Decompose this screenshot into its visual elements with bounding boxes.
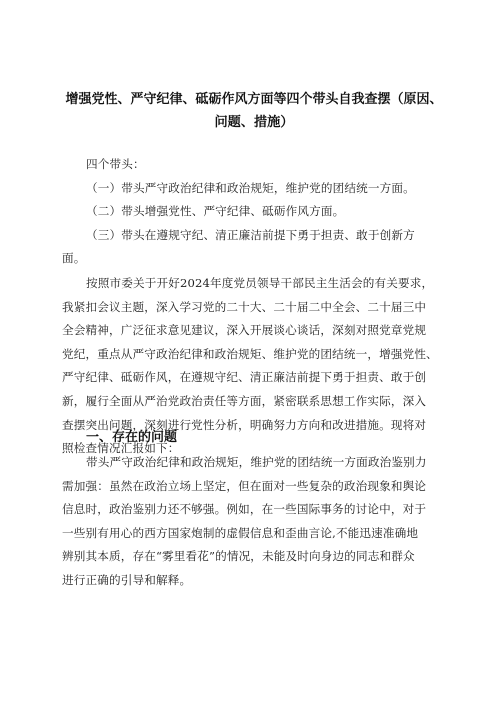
- paragraph-line: 一些别有用心的西方国家炮制的虚假信息和歪曲言论,不能迅速准确地: [62, 525, 419, 540]
- paragraph-line: 新，履行全面从严治党政治责任等方面，紧密联系思想工作实际，深入: [62, 393, 427, 408]
- paragraph-line: 照检查情况汇报如下：: [62, 441, 180, 456]
- paragraph-line: 严守纪律、砥砺作风，在遵规守纪、清正廉洁前提下勇于担责、敢于创: [62, 370, 427, 385]
- list-item-1: （一）带头严守政治纪律和政治规矩，维护党的团结统一方面。: [86, 180, 415, 195]
- paragraph-line: 按照市委关于开好2024年度党员领导干部民主生活会的有关要求，: [86, 276, 434, 290]
- paragraph-line: 需加强：虽然在政治立场上坚定，但在面对一些复杂的政治现象和舆论: [62, 478, 427, 493]
- list-item-3-continuation: 面。: [62, 251, 86, 266]
- paragraph-line: 我紧扣会议主题，深入学习党的二十大、二十届二中全会、二十届三中: [62, 299, 427, 314]
- title-line-2: 问题、措施）: [214, 115, 294, 130]
- document-title: [64, 88, 444, 134]
- four-leads-section: [62, 153, 442, 271]
- title-line-1: 增强党性、严守纪律、砥砺作风方面等四个带头自我查摆（原因、: [65, 92, 443, 107]
- paragraph-line: 全会精神，广泛征求意见建议，深入开展谈心谈话，深刻对照党章党规: [62, 323, 427, 338]
- intro-label: 四个带头：: [86, 157, 145, 171]
- paragraph-line: 辨别其本质，存在“雾里看花”的情况，未能及时向身边的同志和群众: [62, 549, 415, 564]
- paragraph-line: 带头严守政治纪律和政治规矩，维护党的团结统一方面政治鉴别力: [86, 455, 427, 469]
- list-item-3: （三）带头在遵规守纪、清正廉洁前提下勇于担责、敢于创新方: [86, 227, 415, 242]
- paragraph-problems: [62, 451, 442, 593]
- paragraph-line: 查摆突出问题，深刻进行党性分析，明确努力方向和改进措施。现将对: [62, 417, 427, 432]
- paragraph-line: 信息时，政治鉴别力还不够强。例如，在一些国际事务的讨论中，对于: [62, 502, 427, 517]
- list-item-2: （二）带头增强党性、严守纪律、砥砺作风方面。: [86, 204, 345, 219]
- paragraph-line: 进行正确的引导和解释。: [62, 572, 192, 587]
- section-heading-problems: 一、存在的问题: [86, 430, 178, 445]
- paragraph-line: 党纪，重点从严守政治纪律和政治规矩、维护党的团结统一，增强党性、: [62, 346, 438, 361]
